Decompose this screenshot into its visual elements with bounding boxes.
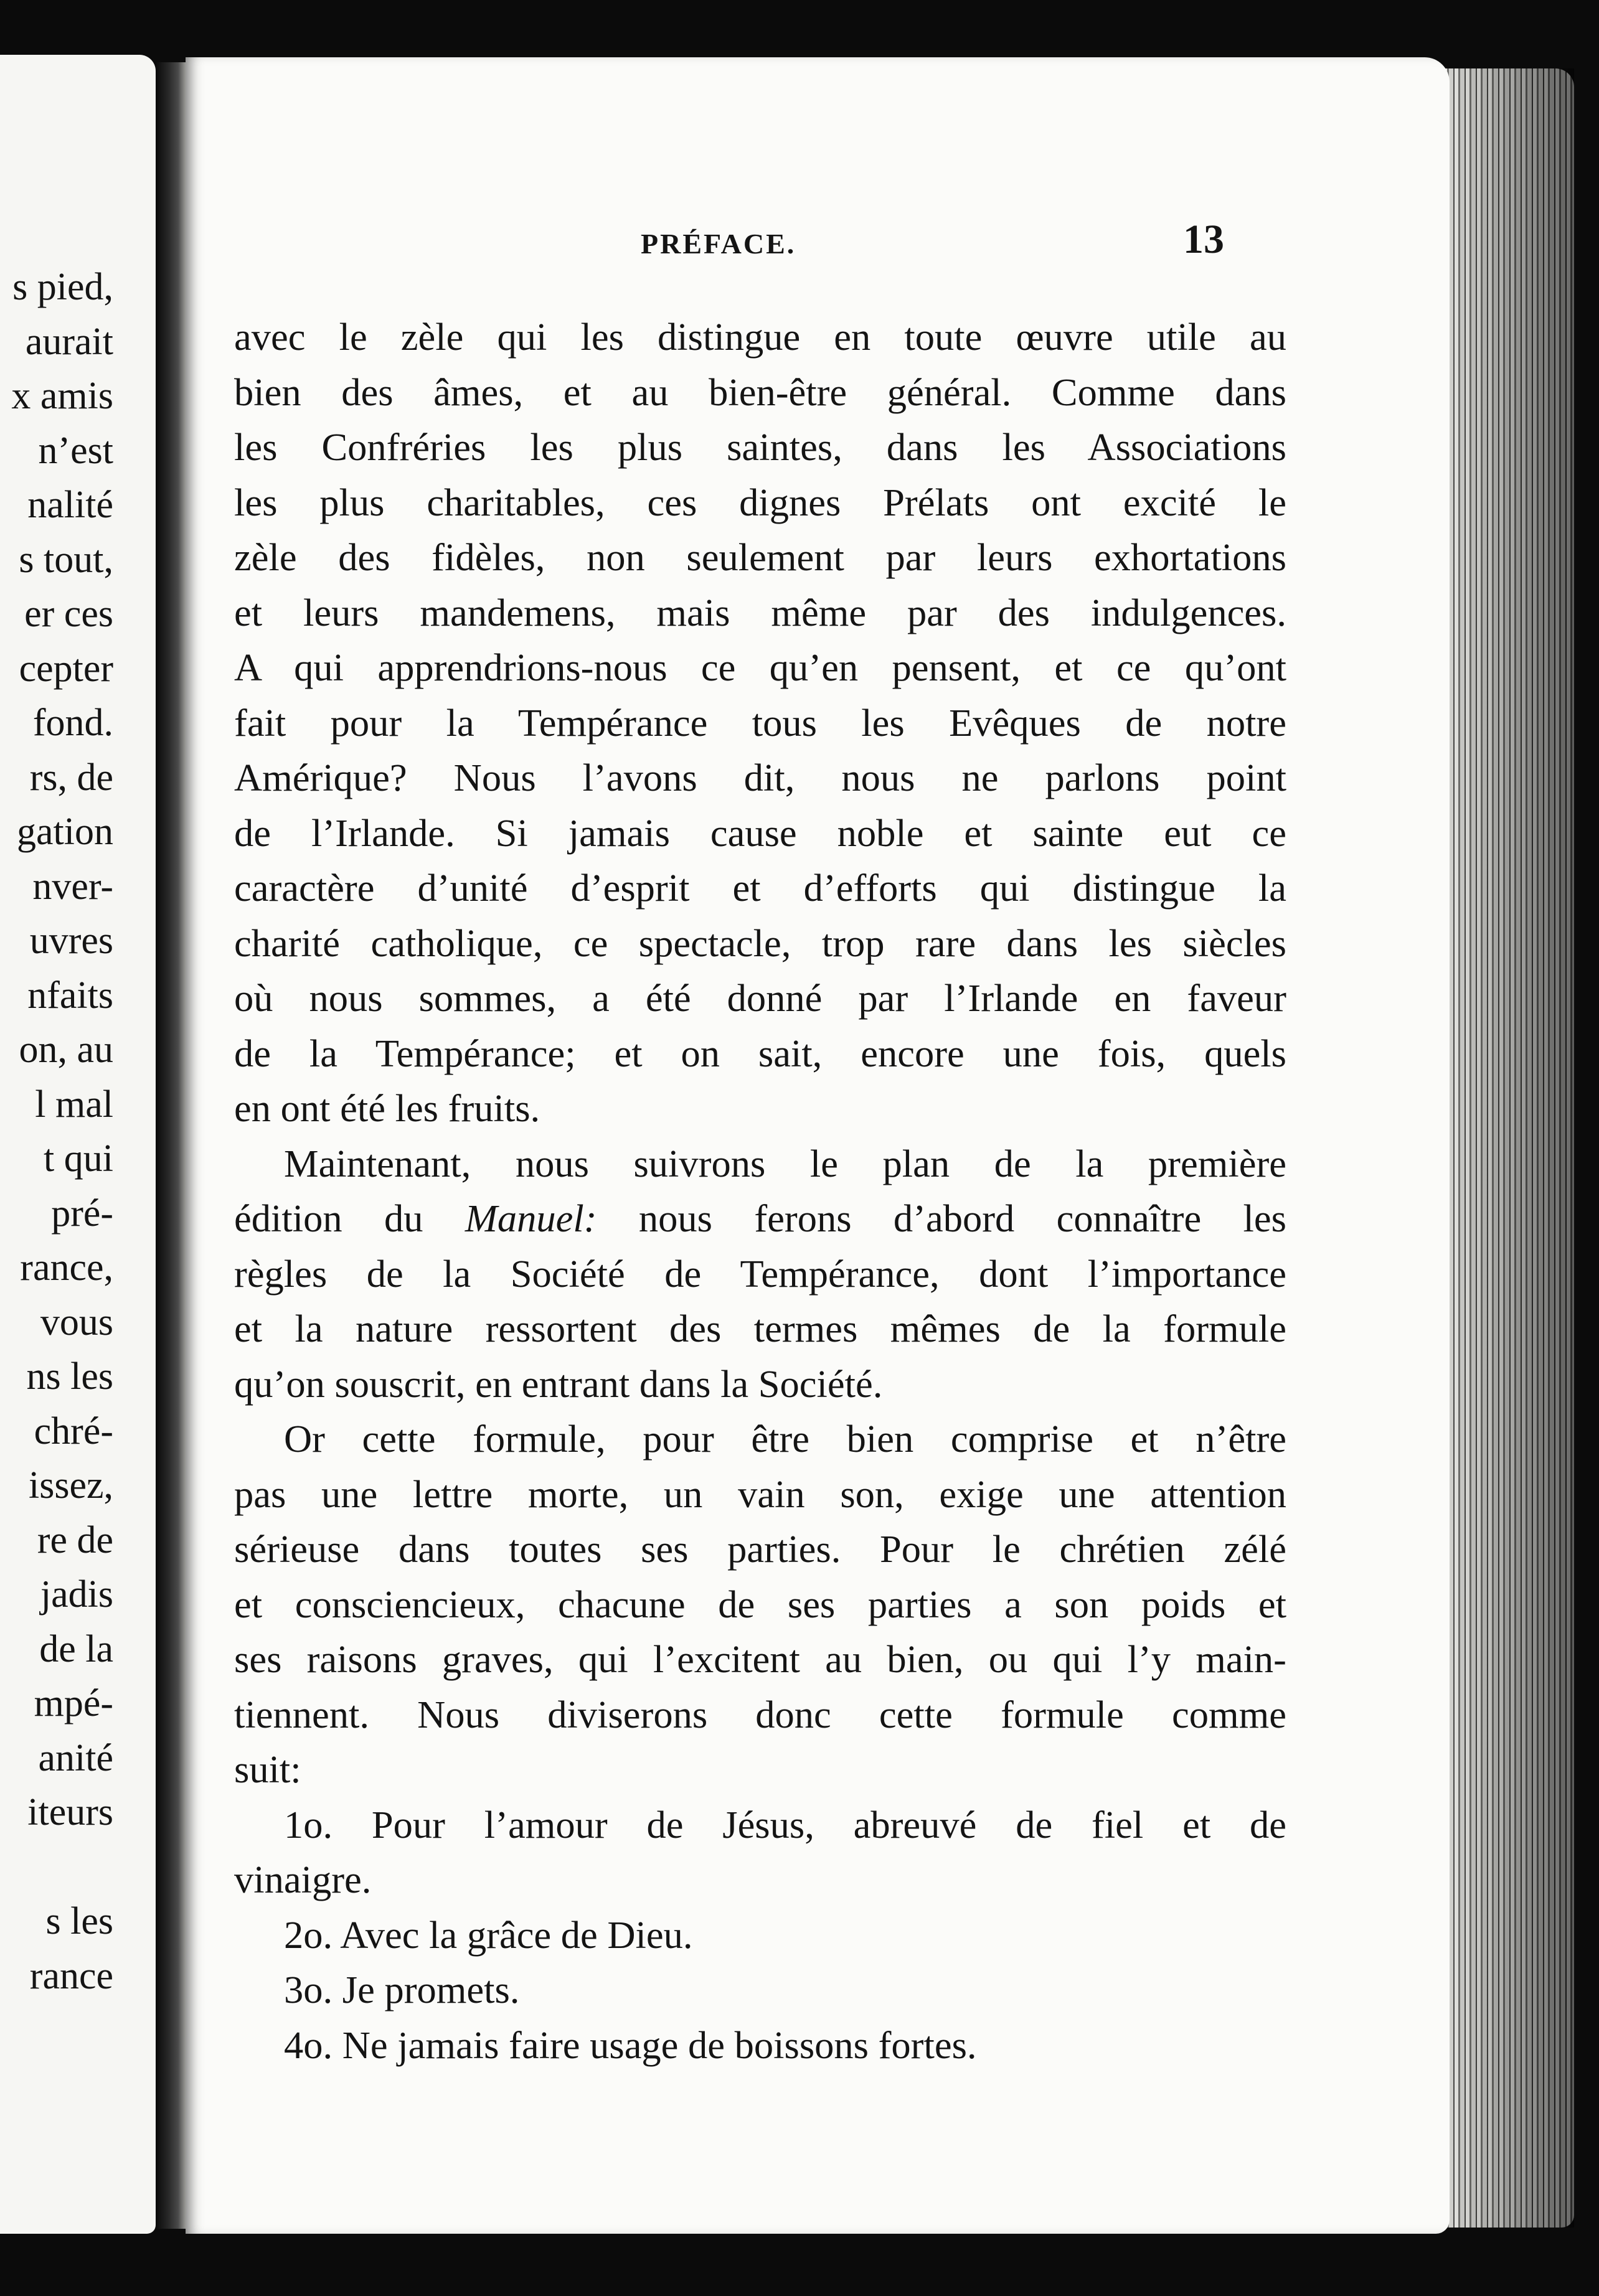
text-line: tiennent. Nous diviserons donc cette formule comme: [234, 1692, 1286, 1736]
previous-page-line: ns les: [26, 1355, 113, 1398]
previous-page-line: vous: [40, 1301, 113, 1343]
previous-page-line: cepter: [19, 647, 113, 690]
text-line: 4o. Ne jamais faire usage de boissons fortes.: [284, 2023, 977, 2067]
text-line: les Confréries les plus saintes, dans les Associations: [234, 425, 1286, 469]
previous-page-line: rs, de: [29, 756, 113, 799]
text-line: règles de la Société de Tempérance, dont l’importance: [234, 1251, 1286, 1296]
book-gutter: [156, 62, 186, 2229]
previous-page-line: anité: [38, 1736, 113, 1779]
previous-page-line: n’est: [38, 429, 113, 472]
previous-page-line: s tout,: [19, 538, 113, 581]
text-line: bien des âmes, et au bien-être général. Comme dans: [234, 370, 1286, 414]
running-head-title: PRÉFACE.: [641, 228, 796, 260]
previous-page-line: de la: [39, 1627, 113, 1670]
previous-page-line: mpé-: [34, 1682, 113, 1724]
previous-page-line: on, au: [19, 1028, 113, 1071]
text-line: les plus charitables, ces dignes Prélats ont excité le: [234, 480, 1286, 524]
previous-page-line: nfaits: [27, 974, 113, 1017]
text-line: charité catholique, ce spectacle, trop rare dans les siècles: [234, 921, 1286, 965]
body-text: [234, 309, 1286, 2073]
text-line: 1o. Pour l’amour de Jésus, abreuvé de fiel et de: [284, 1802, 1286, 1847]
text-line: vinaigre.: [234, 1858, 372, 1901]
previous-page-line: t qui: [44, 1137, 113, 1180]
text-line: qu’on souscrit, en entrant dans la Société.: [234, 1362, 883, 1406]
text-line: Or cette formule, pour être bien comprise et n’être: [284, 1417, 1286, 1461]
text-line: A qui apprendrions-nous ce qu’en pensent, et ce qu’ont: [234, 646, 1286, 689]
previous-page-line: chré-: [34, 1409, 113, 1452]
text-line: 2o. Avec la grâce de Dieu.: [284, 1913, 693, 1957]
running-head: [186, 216, 1450, 266]
previous-page-line: s les: [45, 1900, 113, 1942]
previous-page-line: nver-: [32, 865, 113, 908]
previous-page-line: [0, 1840, 113, 1895]
previous-page-fragment: [0, 55, 156, 2234]
text-line: sérieuse dans toutes ses parties. Pour le chrétien zélé: [234, 1527, 1286, 1571]
text-line: ses raisons graves, qui l’excitent au bien, ou qui l’y main-: [234, 1637, 1286, 1681]
text-segment: nous ferons d’abord connaître les: [597, 1197, 1286, 1240]
previous-page-line: rance,: [20, 1246, 113, 1289]
text-line: suit:: [234, 1748, 301, 1791]
text-line: Maintenant, nous suivrons le plan de la première: [284, 1141, 1286, 1185]
text-line: de l’Irlande. Si jamais cause noble et sainte eut ce: [234, 811, 1286, 855]
previous-page-line: uvres: [29, 920, 113, 962]
previous-page-line: iteurs: [27, 1791, 113, 1833]
text-line: caractère d’unité d’esprit et d’efforts qui distingue la: [234, 866, 1286, 910]
previous-page-line: issez,: [28, 1464, 113, 1507]
text-line: pas une lettre morte, un vain son, exige une attention: [234, 1472, 1286, 1516]
page-edges: [1443, 68, 1574, 2228]
previous-page-line: fond.: [32, 702, 113, 744]
book-page: [186, 57, 1450, 2234]
previous-page-line: s pied,: [12, 266, 113, 308]
text-line: et la nature ressortent des termes mêmes de la formule: [234, 1307, 1286, 1350]
text-line: 3o. Je promets.: [284, 1968, 520, 2011]
previous-page-text: [0, 260, 113, 2003]
previous-page-line: re de: [37, 1518, 113, 1561]
text-line: Amérique? Nous l’avons dit, nous ne parlons point: [234, 756, 1286, 799]
text-line: où nous sommes, a été donné par l’Irlande en faveur: [234, 976, 1286, 1020]
previous-page-line: gation: [17, 811, 113, 853]
previous-page-line: rance: [29, 1954, 113, 1997]
text-line: zèle des fidèles, non seulement par leurs exhortations: [234, 535, 1286, 579]
previous-page-line: x amis: [11, 375, 113, 417]
previous-page-line: jadis: [40, 1573, 113, 1616]
previous-page-line: l mal: [35, 1083, 113, 1126]
previous-page-line: pré-: [51, 1192, 113, 1235]
text-line: en ont été les fruits.: [234, 1086, 540, 1130]
previous-page-line: nalité: [27, 484, 113, 526]
text-line: et consciencieux, chacune de ses parties a son poids et: [234, 1582, 1286, 1626]
text-segment: édition du: [234, 1197, 465, 1240]
page-number: 13: [1183, 217, 1224, 262]
previous-page-line: aurait: [25, 320, 113, 363]
text-line: fait pour la Tempérance tous les Evêques de notre: [234, 700, 1286, 745]
text-line: [234, 1191, 1286, 1246]
text-line: de la Tempérance; et on sait, encore une fois, quels: [234, 1031, 1286, 1075]
previous-page-line: er ces: [24, 593, 113, 635]
text-line: avec le zèle qui les distingue en toute œuvre utile au: [234, 315, 1286, 359]
italic-title: Manuel:: [465, 1197, 597, 1240]
text-line: et leurs mandemens, mais même par des indulgences.: [234, 590, 1286, 634]
